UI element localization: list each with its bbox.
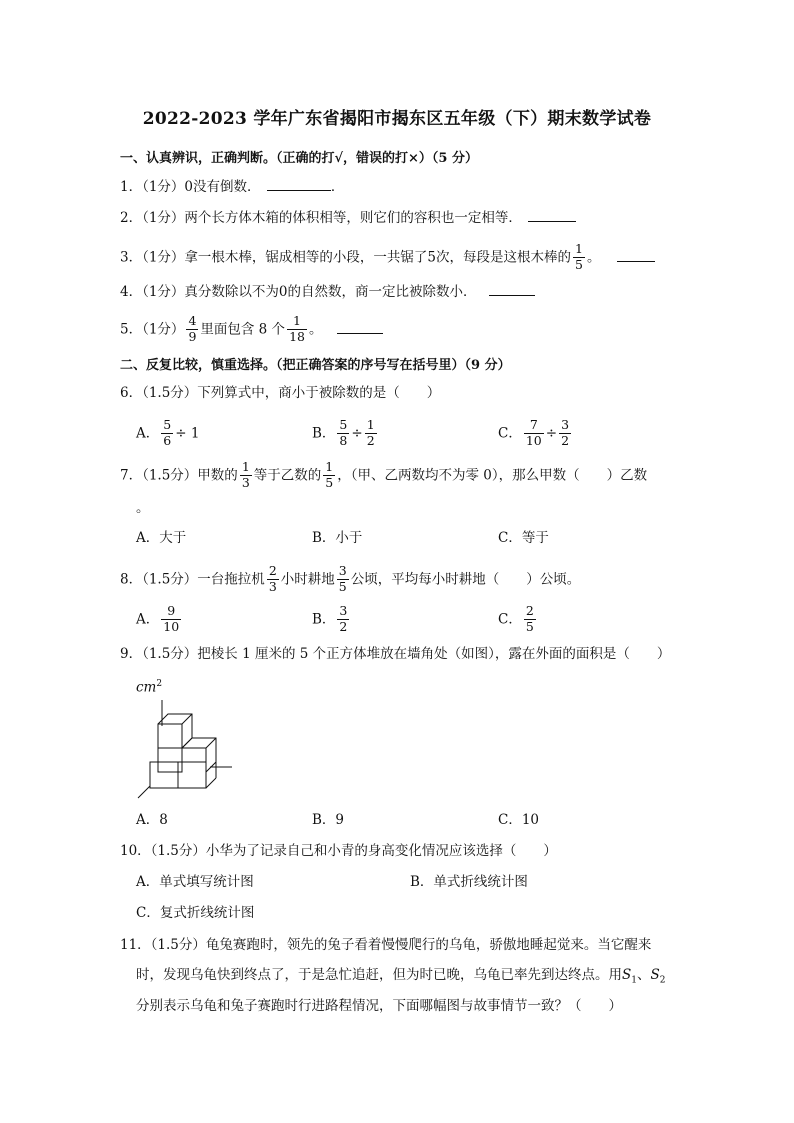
question-2-text: 2．（1分）两个长方体木箱的体积相等，则它们的容积也一定相等． bbox=[120, 210, 522, 226]
fraction-one-fifth: $\frac{1}{5}$ bbox=[575, 241, 583, 272]
answer-blank-2[interactable] bbox=[528, 207, 576, 222]
question-5-prefix: 5．（1分） bbox=[120, 321, 185, 338]
question-8-post: 公顷，平均每小时耕地（ ）公顷。 bbox=[350, 571, 581, 588]
fraction-four-ninths: $\frac{4}{9}$ bbox=[188, 313, 197, 344]
fraction-two-thirds: $\frac{2}{3}$ bbox=[268, 563, 277, 594]
question-7-option-c[interactable]: C．等于 bbox=[498, 530, 549, 546]
question-11-line-2: 时，发现乌龟快到终点了，于是急忙追赶，但为时已晚，乌龟已率先到达终点。用$S_1$、$S_2$ bbox=[136, 967, 666, 986]
question-5 bbox=[120, 313, 383, 344]
section-1-heading: 一、认真辨识，正确判断。（正确的打√，错误的打×）（5 分） bbox=[120, 151, 479, 166]
question-10-option-b[interactable]: B．单式折线统计图 bbox=[410, 874, 528, 890]
fraction-option-6c-2: $\frac{3}{2}$ bbox=[561, 417, 570, 448]
question-8-prefix: 8．（1.5分）一台拖拉机 bbox=[120, 571, 265, 588]
fraction-option-8a: $\frac{9}{10}$ bbox=[163, 603, 180, 634]
question-4 bbox=[120, 281, 535, 302]
question-6: 6．（1.5分）下列算式中，商小于被除数的是（ ） bbox=[120, 385, 441, 401]
question-9-option-b[interactable]: B．9 bbox=[312, 812, 345, 828]
question-6-option-b[interactable]: B． $\frac{5}{8}$ ÷ $\frac{1}{2}$ bbox=[312, 417, 375, 448]
fraction-option-6b-1: $\frac{5}{8}$ bbox=[339, 417, 348, 448]
question-1-text: 1．（1分）0没有倒数． bbox=[120, 179, 261, 195]
question-3 bbox=[120, 241, 655, 272]
question-1-end: ． bbox=[330, 179, 345, 195]
question-8-option-b[interactable]: B． $\frac{3}{2}$ bbox=[312, 603, 348, 634]
answer-blank-4[interactable] bbox=[489, 281, 535, 296]
fraction-option-8b: $\frac{3}{2}$ bbox=[339, 603, 348, 634]
fraction-option-6c-1: $\frac{7}{10}$ bbox=[525, 417, 542, 448]
question-7-option-a[interactable]: A．大于 bbox=[136, 530, 187, 546]
page-title: 2022-2023 学年广东省揭阳市揭东区五年级（下）期末数学试卷 bbox=[142, 109, 652, 129]
question-7-mid: 等于乙数的 bbox=[253, 467, 322, 484]
question-7-wrap: 。 bbox=[136, 500, 150, 516]
question-5-end: 。 bbox=[308, 321, 323, 338]
question-1 bbox=[120, 176, 344, 197]
question-8 bbox=[120, 563, 581, 594]
cube-bottom-left bbox=[150, 762, 178, 788]
fraction-option-6a: $\frac{5}{6}$ bbox=[163, 417, 172, 448]
fraction-one-fifth-q7: $\frac{1}{5}$ bbox=[325, 459, 334, 490]
question-6-option-a[interactable]: A． $\frac{5}{6}$ ÷ 1 bbox=[136, 417, 200, 448]
question-10-option-a[interactable]: A．单式填写统计图 bbox=[136, 874, 254, 890]
fraction-option-6b-2: $\frac{1}{2}$ bbox=[366, 417, 375, 448]
question-4-text: 4．（1分）真分数除以不为0的自然数，商一定比被除数小． bbox=[120, 284, 477, 300]
fraction-option-8c: $\frac{2}{5}$ bbox=[525, 603, 534, 634]
question-5-text: 里面包含 8 个 bbox=[200, 321, 286, 338]
question-10: 10．（1.5分）小华为了记录自己和小青的身高变化情况应该选择（ ） bbox=[120, 843, 557, 859]
question-10-option-c[interactable]: C．复式折线统计图 bbox=[136, 905, 255, 921]
answer-blank-5[interactable] bbox=[337, 319, 383, 334]
question-8-mid: 小时耕地 bbox=[280, 571, 335, 588]
question-8-option-c[interactable]: C． $\frac{2}{5}$ bbox=[498, 603, 534, 634]
question-7-prefix: 7．（1.5分）甲数的 bbox=[120, 467, 238, 484]
question-9-option-a[interactable]: A．8 bbox=[136, 812, 168, 828]
question-3-text: 3．（1分）拿一根木棒，锯成相等的小段，一共锯了5次，每段是这根木棒的 bbox=[120, 249, 572, 266]
question-6-option-c[interactable]: C． $\frac{7}{10}$ ÷ $\frac{3}{2}$ bbox=[498, 417, 570, 448]
cube-stack-figure bbox=[136, 700, 236, 800]
question-9: 9．（1.5分）把棱长 1 厘米的 5 个正方体堆放在墙角处（如图），露在外面的面积是（ ） bbox=[120, 646, 671, 662]
question-11-line-1: 11．（1.5分）龟兔赛跑时，领先的兔子看着慢慢爬行的乌龟，骄傲地睡起觉来。当它醒来 bbox=[120, 937, 652, 953]
question-8-option-a[interactable]: A． $\frac{9}{10}$ bbox=[136, 603, 180, 634]
fraction-one-third: $\frac{1}{3}$ bbox=[241, 459, 250, 490]
question-2 bbox=[120, 207, 576, 228]
question-11-line-3: 分别表示乌龟和兔子赛跑时行进路程情况，下面哪幅图与故事情节一致？（ ） bbox=[136, 998, 622, 1014]
question-3-end: 。 bbox=[586, 249, 601, 266]
question-9-unit: $cm^2$ bbox=[136, 679, 163, 696]
wall-edge-diagonal bbox=[138, 786, 150, 798]
fraction-one-eighteenth: $\frac{1}{18}$ bbox=[289, 313, 305, 344]
answer-blank-1[interactable] bbox=[267, 176, 331, 191]
question-7-post: ，（甲、乙两数均不为零 0），那么甲数（ ）乙数 bbox=[337, 467, 648, 484]
question-9-option-c[interactable]: C．10 bbox=[498, 812, 540, 828]
question-7-option-b[interactable]: B．小于 bbox=[312, 530, 363, 546]
question-7 bbox=[120, 459, 648, 490]
section-2-heading: 二、反复比较，慎重选择。（把正确答案的序号写在括号里）（9 分） bbox=[120, 358, 511, 373]
cube-top-front bbox=[158, 724, 182, 748]
answer-blank-3[interactable] bbox=[617, 247, 655, 262]
fraction-three-fifths: $\frac{3}{5}$ bbox=[338, 563, 347, 594]
